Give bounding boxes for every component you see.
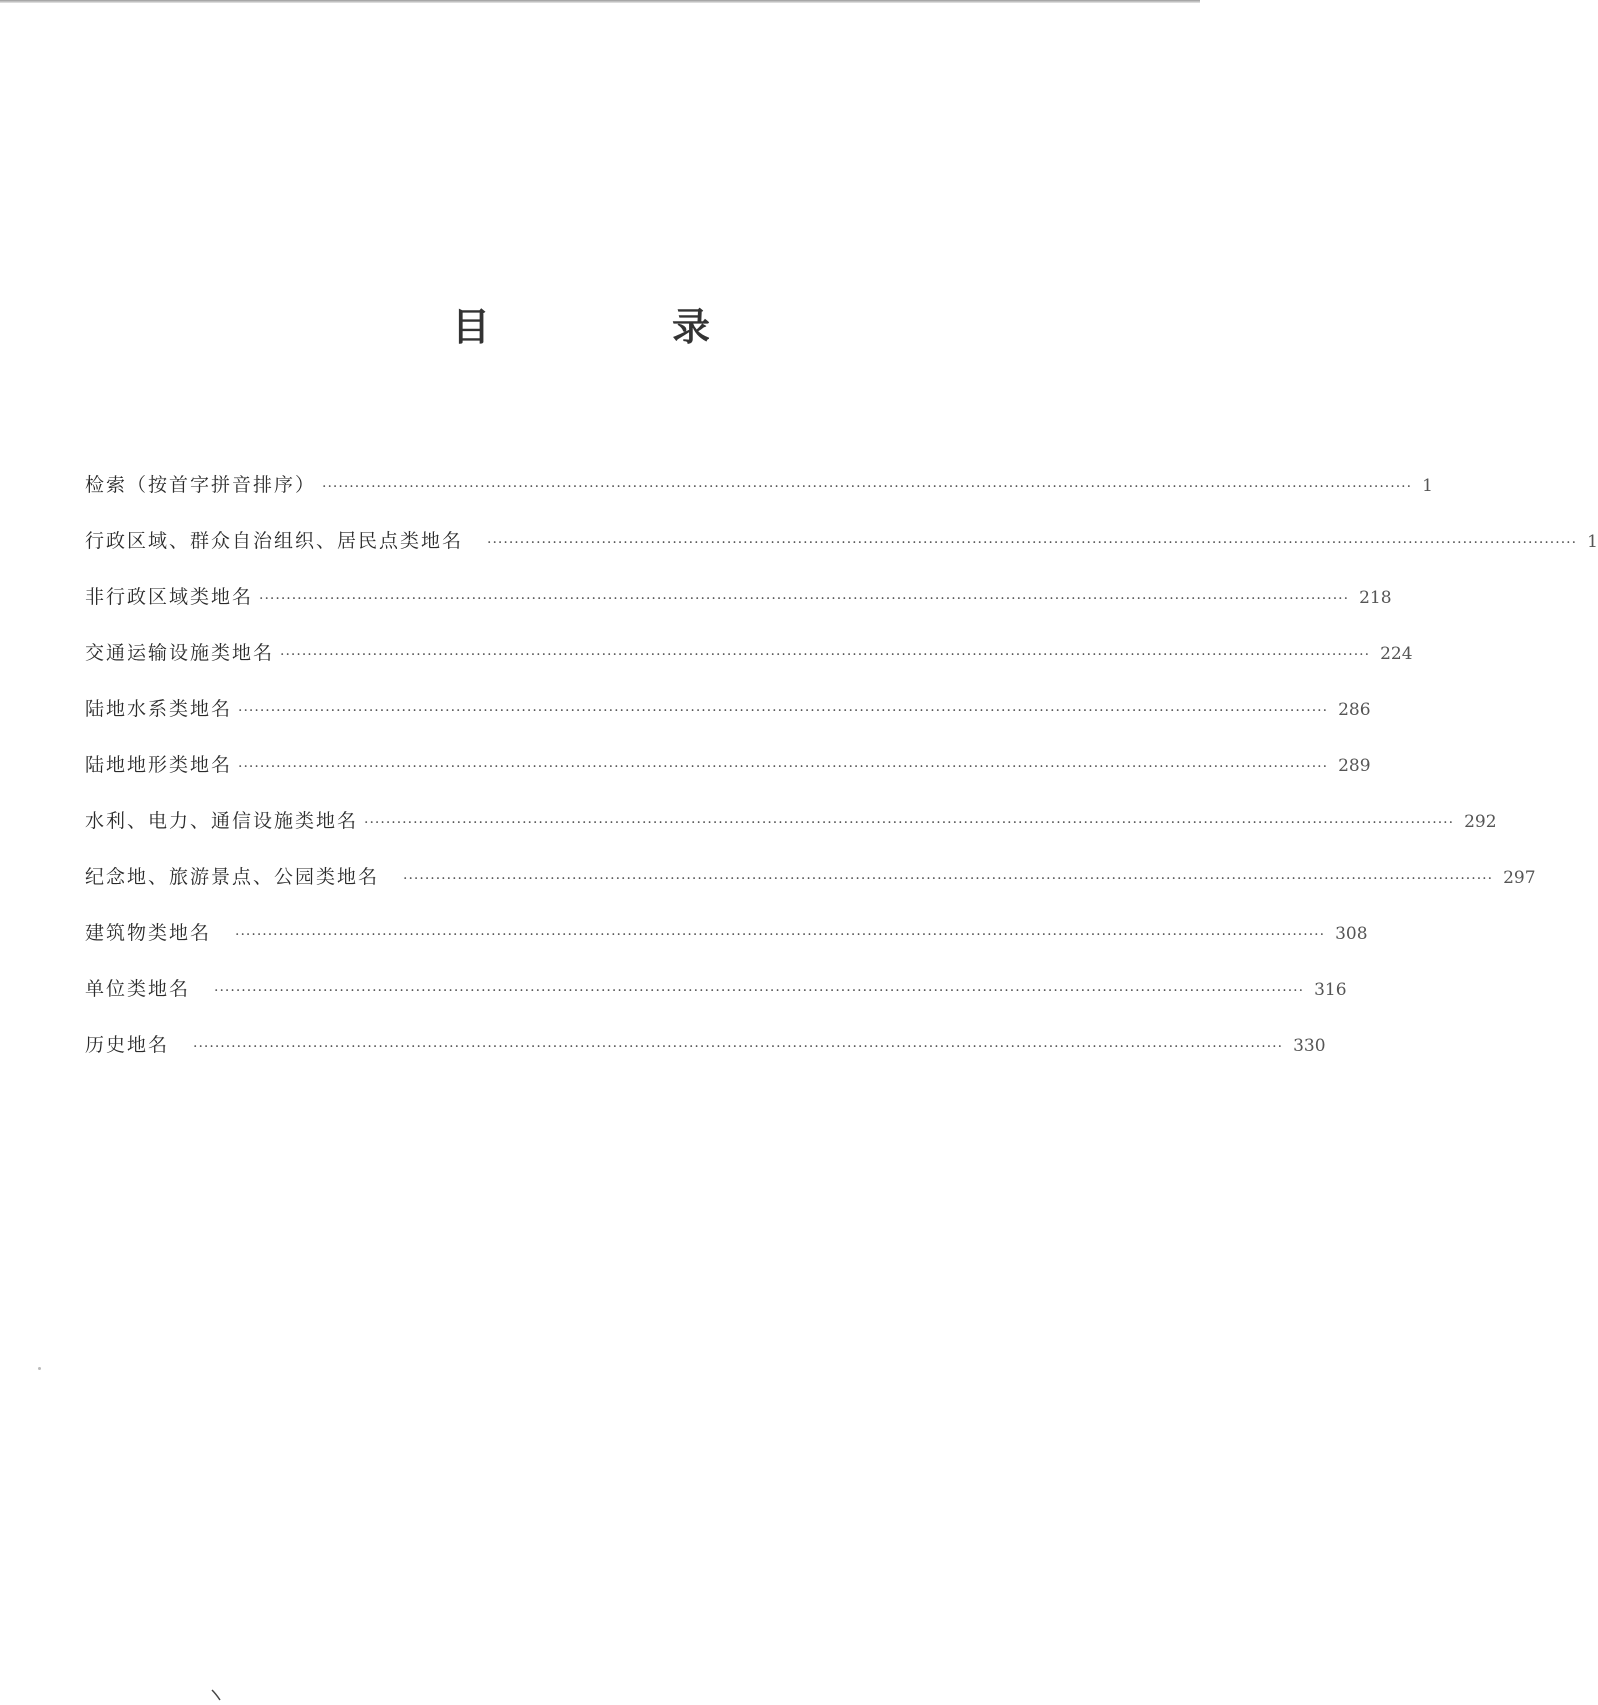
toc-entry-page: 224 [1380, 644, 1413, 664]
toc-entry[interactable] [85, 582, 1392, 638]
toc-entry[interactable] [85, 806, 1497, 862]
toc-leader-dots: ········································································································································································································ [322, 479, 1413, 495]
toc-leader-dots: ········································································································································································································ [403, 871, 1494, 887]
toc-entry-label: 建筑物类地名 [85, 922, 212, 944]
toc-leader-dots: ········································································································································································································ [238, 703, 1329, 719]
toc-entry-label: 纪念地、旅游景点、公园类地名 [85, 866, 380, 888]
toc-entry-page: 1 [1422, 476, 1433, 496]
scan-top-edge [0, 0, 1200, 3]
toc-leader-dots: ········································································································································································································ [364, 815, 1455, 831]
toc-entry-label: 单位类地名 [85, 978, 191, 1000]
page-title: 目 录 [451, 304, 782, 349]
toc-entry[interactable] [85, 638, 1413, 694]
toc-entry[interactable] [85, 918, 1368, 974]
toc-leader-dots: ········································································································································································································ [280, 647, 1371, 663]
toc-entry-label: 陆地地形类地名 [85, 754, 233, 776]
toc-entry[interactable] [85, 526, 1598, 582]
toc-entry[interactable] [85, 470, 1433, 526]
toc-entry-page: 308 [1335, 924, 1368, 944]
table-of-contents [85, 470, 1598, 1086]
toc-entry-page: 218 [1359, 588, 1392, 608]
toc-entry-label: 水利、电力、通信设施类地名 [85, 810, 359, 832]
toc-leader-dots: ········································································································································································································ [214, 983, 1305, 999]
toc-entry-page: 286 [1338, 700, 1371, 720]
toc-entry-page: 297 [1503, 868, 1536, 888]
toc-entry-label: 行政区域、群众自治组织、居民点类地名 [85, 530, 464, 552]
toc-leader-dots: ········································································································································································································ [487, 535, 1578, 551]
toc-entry-page: 292 [1464, 812, 1497, 832]
toc-entry[interactable] [85, 974, 1347, 1030]
toc-leader-dots: ········································································································································································································ [259, 591, 1350, 607]
toc-entry[interactable] [85, 694, 1371, 750]
toc-leader-dots: ········································································································································································································ [235, 927, 1326, 943]
toc-entry-label: 陆地水系类地名 [85, 698, 233, 720]
toc-leader-dots: ········································································································································································································ [193, 1039, 1284, 1055]
toc-entry-label: 检索（按首字拼音排序） [85, 474, 317, 496]
toc-entry-page: 1 [1587, 532, 1598, 552]
toc-entry-page: 330 [1293, 1036, 1326, 1056]
toc-entry[interactable] [85, 1030, 1326, 1086]
toc-entry-label: 交通运输设施类地名 [85, 642, 275, 664]
toc-entry[interactable] [85, 750, 1371, 806]
scan-mark [210, 1688, 222, 1702]
scan-speck [38, 1367, 41, 1370]
toc-entry[interactable] [85, 862, 1536, 918]
toc-leader-dots: ········································································································································································································ [238, 759, 1329, 775]
toc-entry-page: 316 [1314, 980, 1347, 1000]
toc-entry-label: 非行政区域类地名 [85, 586, 254, 608]
toc-entry-label: 历史地名 [85, 1034, 170, 1056]
toc-entry-page: 289 [1338, 756, 1371, 776]
